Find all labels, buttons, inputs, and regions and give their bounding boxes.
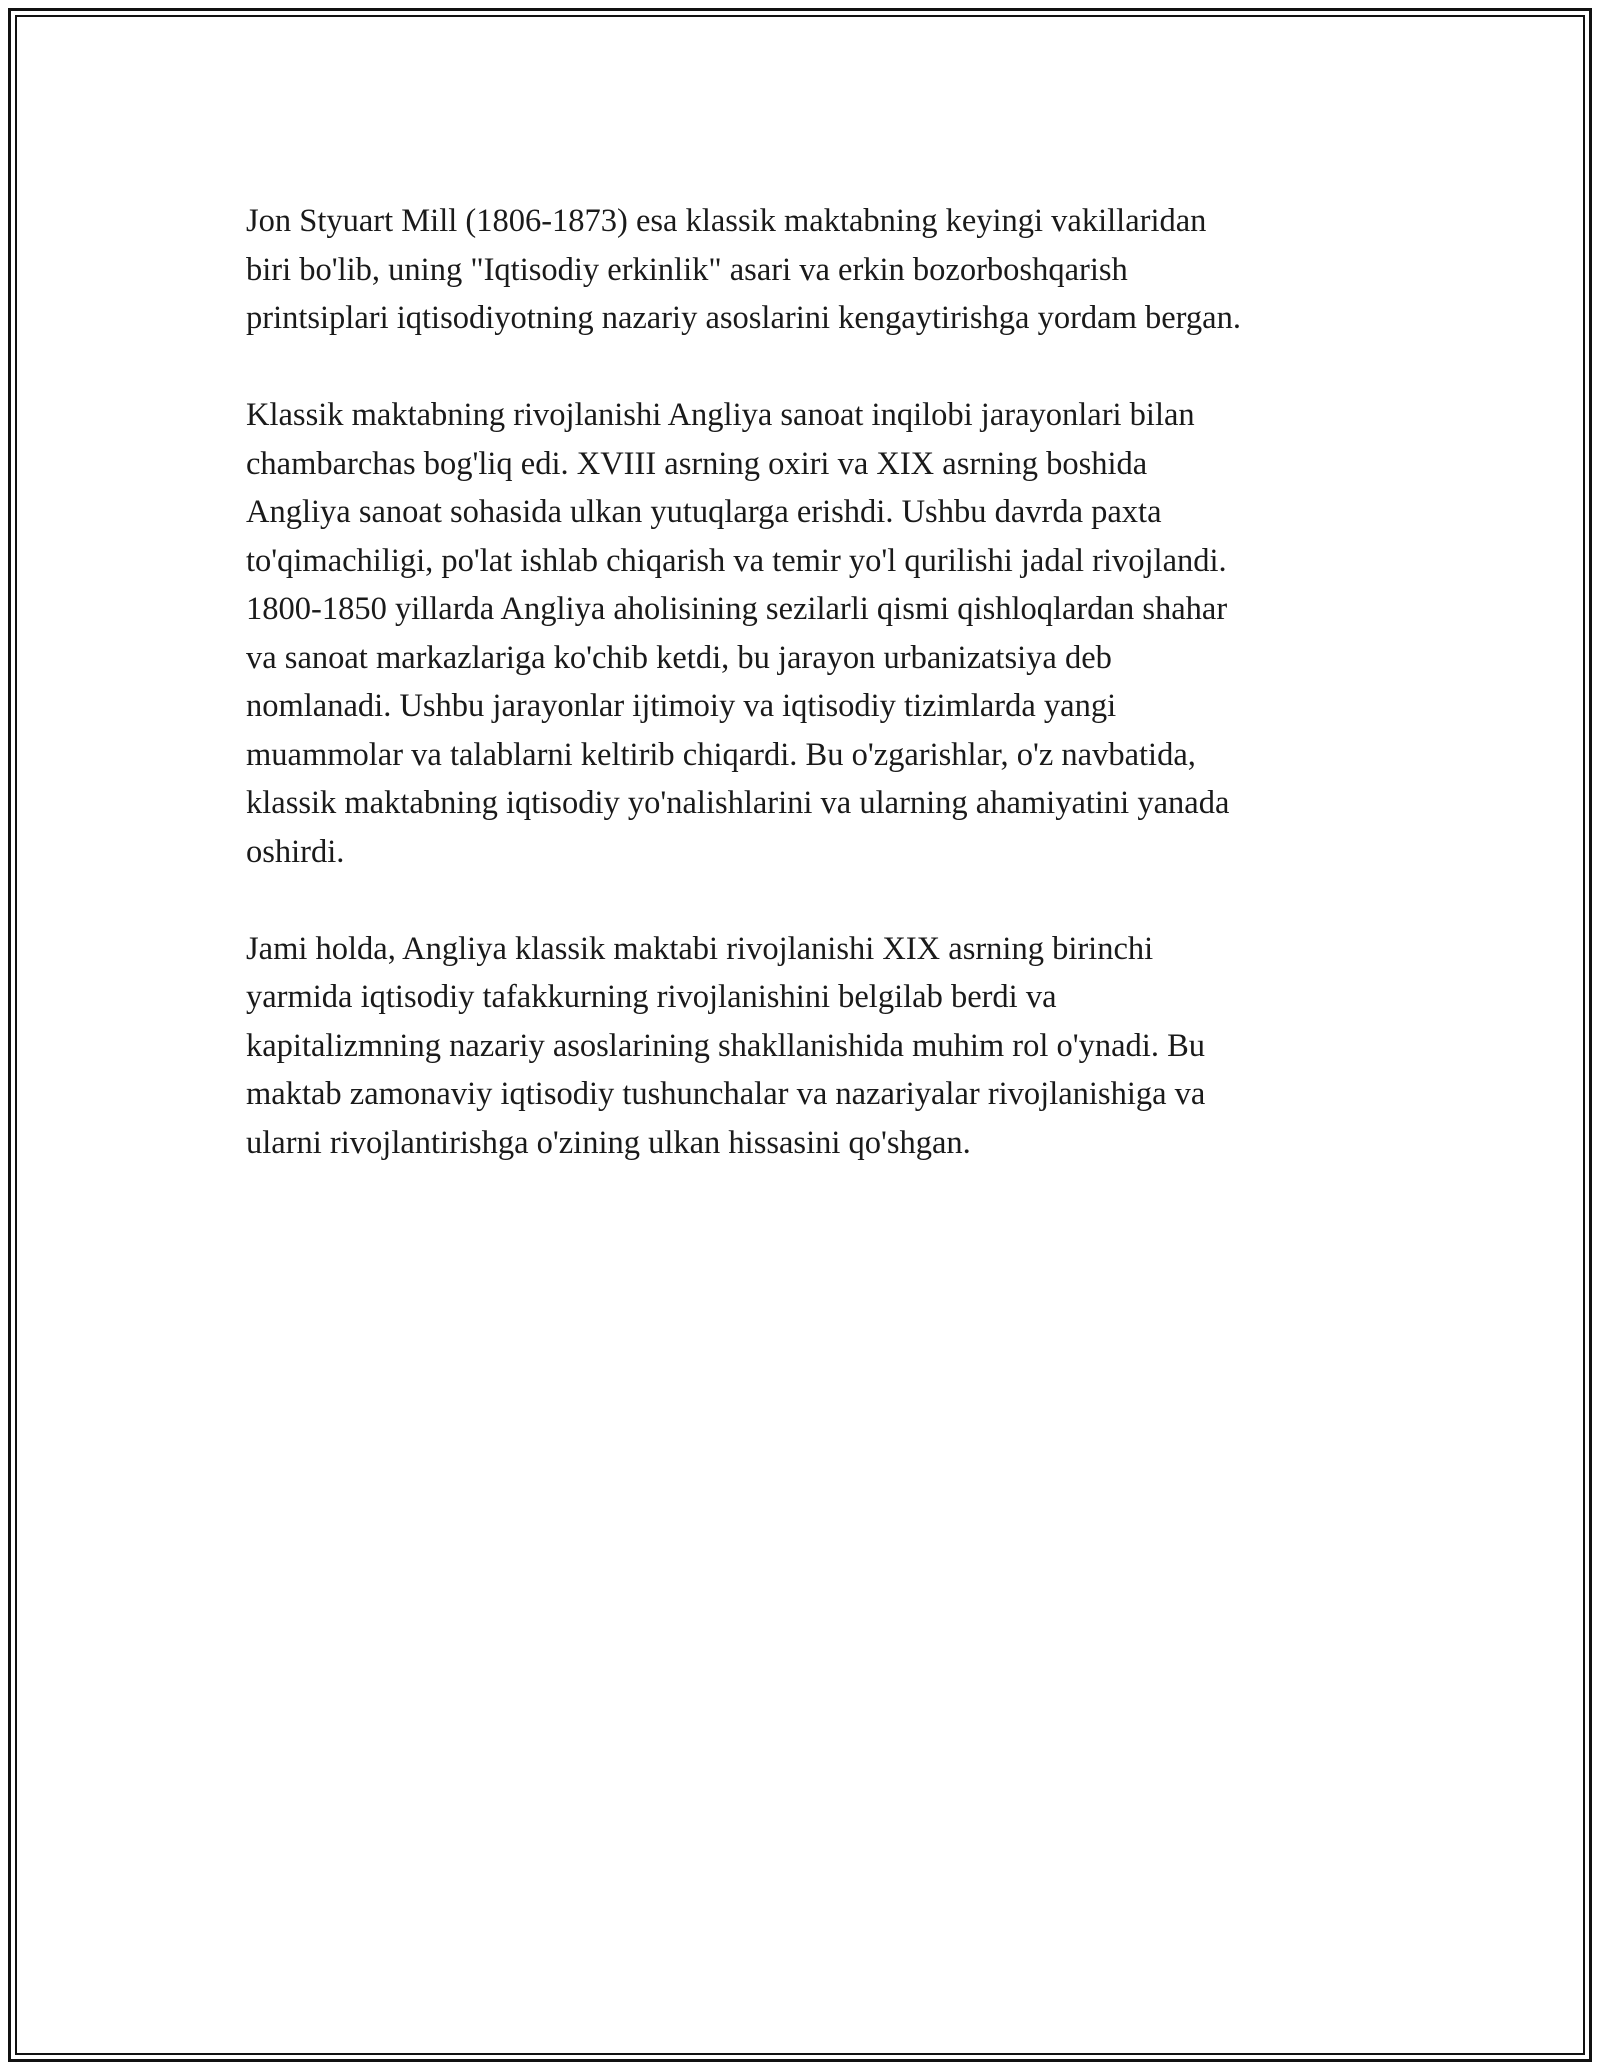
text-line: biri bo'lib, uning "Iqtisodiy erkinlik" asari va erkin bozorboshqarish (246, 251, 1128, 288)
text-line: maktab zamonaviy iqtisodiy tushunchalar va nazariyalar rivojlanishiga va (246, 1076, 1206, 1112)
text-line: Angliya sanoat sohasida ulkan yutuqlarga erishdi. Ushbu davrda paxta (246, 494, 1162, 530)
text-line: Jon Styuart Mill (1806-1873) esa klassik maktabning keyingi vakillaridan (246, 203, 1207, 239)
text-line: Jami holda, Angliya klassik maktabi rivojlanishi XIX asrning birinchi (246, 930, 1154, 967)
text-line: chambarchas bog'liq edi. XVIII asrning oxiri va XIX asrning boshida (246, 445, 1148, 482)
text-line: to'qimachiligi, po'lat ishlab chiqarish va temir yo'l qurilishi jadal rivojlandi. (246, 542, 1227, 579)
paragraph-industrial-revolution (246, 391, 1396, 876)
text-line: va sanoat markazlariga ko'chib ketdi, bu jarayon urbanizatsiya deb (246, 639, 1112, 676)
text-line: Klassik maktabning rivojlanishi Angliya sanoat inqilobi jarayonlari bilan (246, 397, 1195, 433)
paragraph-mill (246, 197, 1396, 343)
text-line: nomlanadi. Ushbu jarayonlar ijtimoiy va iqtisodiy tizimlarda yangi (246, 688, 1117, 724)
text-line: yarmida iqtisodiy tafakkurning rivojlanishini belgilab berdi va (246, 979, 1057, 1015)
text-line: muammolar va talablarni keltirib chiqardi. Bu o'zgarishlar, o'z navbatida, (246, 736, 1196, 773)
text-line: oshirdi. (246, 833, 345, 870)
paragraph-conclusion (246, 925, 1396, 1168)
text-line: klassik maktabning iqtisodiy yo'nalishlarini va ularning ahamiyatini yanada (246, 785, 1230, 821)
text-line: kapitalizmning nazariy asoslarining shakllanishida muhim rol o'ynadi. Bu (246, 1027, 1206, 1064)
page-frame (8, 8, 1592, 2062)
text-line: 1800-1850 yillarda Angliya aholisining sezilarli qismi qishloqlardan shahar (246, 591, 1228, 627)
text-line: printsiplari iqtisodiyotning nazariy asoslarini kengaytirishga yordam bergan. (246, 300, 1241, 336)
document-body (246, 197, 1396, 1167)
text-line: ularni rivojlantirishga o'zining ulkan hissasini qo'shgan. (246, 1124, 971, 1161)
